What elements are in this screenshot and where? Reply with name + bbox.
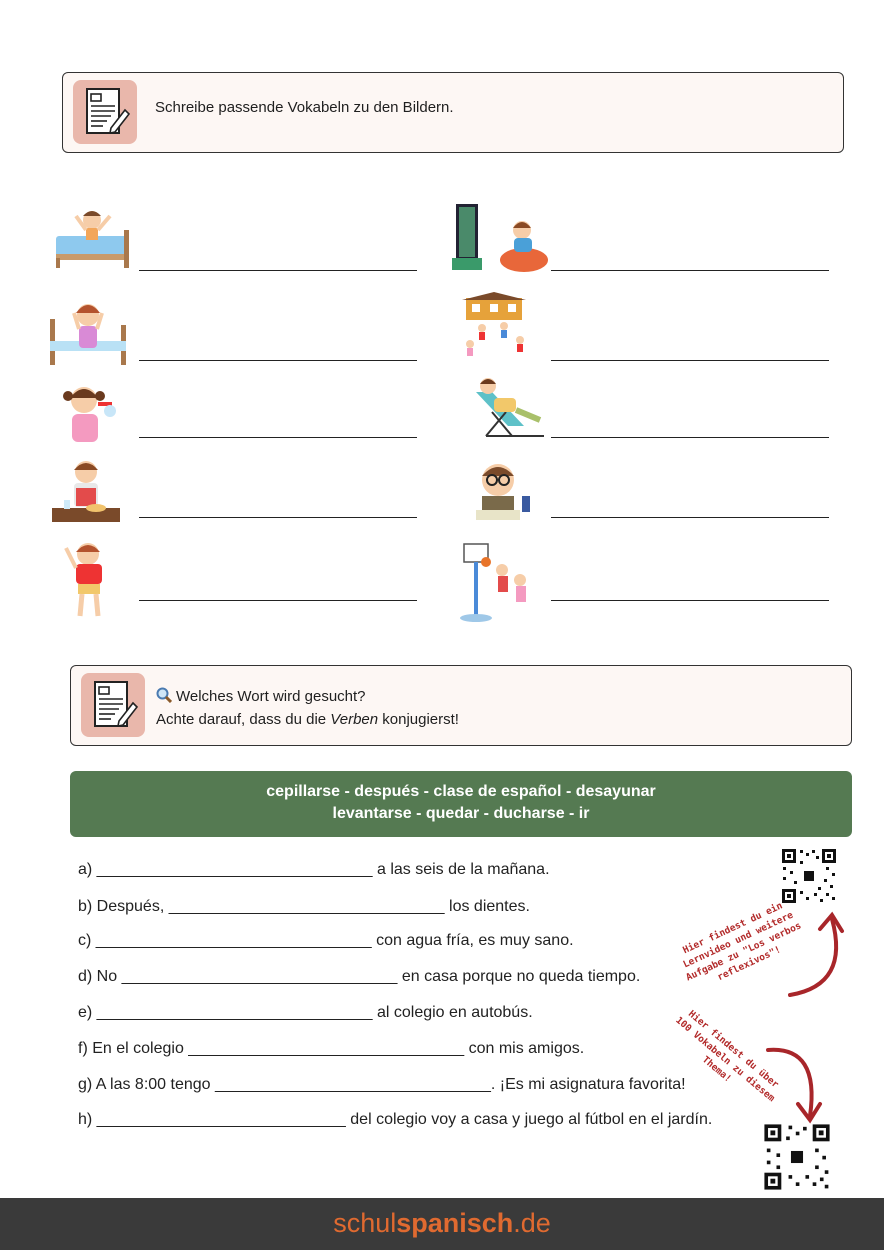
sentence-f (78, 1040, 584, 1058)
word-bank-line-1: cepillarse - después - clase de español - desayunar (266, 783, 656, 800)
task-box-1 (62, 72, 844, 153)
word-bank-line-2: levantarse - quedar - ducharse - ir (332, 805, 590, 822)
answer-line-2[interactable] (139, 360, 417, 361)
footer-brand[interactable] (0, 1198, 884, 1250)
blank-e[interactable]: _______________________________ (96, 1004, 373, 1021)
sentence-a (78, 861, 550, 879)
answer-line-6[interactable] (551, 270, 829, 271)
answer-line-10[interactable] (551, 600, 829, 601)
answer-line-5[interactable] (139, 600, 417, 601)
sentence-e-start: e) (78, 1004, 97, 1021)
sentence-c (78, 932, 574, 950)
note-video: Hier findest du ein Lernvideo und weitere Aufgabe zu "Los verbos reflexivos"! (681, 900, 804, 984)
sentence-f-start: f) En el colegio (78, 1040, 189, 1057)
qr-code-vocab-icon[interactable] (762, 1122, 832, 1192)
task-2-hint-start: Achte darauf, dass du die (156, 711, 331, 728)
footer-brand-part3: .de (513, 1208, 551, 1238)
picture-homework-icon (462, 456, 542, 526)
answer-line-7[interactable] (551, 360, 829, 361)
sentence-g-start: g) A las 8:00 tengo (78, 1076, 215, 1093)
sentence-h (78, 1111, 712, 1129)
blank-d[interactable]: _______________________________ (121, 968, 398, 985)
word-bank (70, 771, 852, 837)
sentence-h-end: del colegio voy a casa y juego al fútbol en el jardín. (345, 1111, 713, 1128)
answer-line-9[interactable] (551, 517, 829, 518)
task-2-hint-verben: Verben (330, 711, 379, 728)
answer-line-3[interactable] (139, 437, 417, 438)
picture-relaxing-icon (472, 372, 552, 442)
note-vocab: Hier findest du über 100 Vokabeln zu diesem Thema! (673, 1008, 781, 1105)
sentence-d-start: d) No (78, 968, 122, 985)
sentence-h-start: h) (78, 1111, 97, 1128)
task-1-instruction: Schreibe passende Vokabeln zu den Bildern. (155, 99, 454, 116)
picture-brushing-teeth-icon (50, 378, 130, 448)
blank-g[interactable]: _______________________________ (215, 1076, 491, 1093)
sentence-a-start: a) (78, 861, 97, 878)
sentence-f-end: con mis amigos. (464, 1040, 585, 1057)
arrow-down-icon (760, 1040, 840, 1130)
picture-breakfast-icon (50, 456, 130, 526)
blank-h[interactable]: ____________________________ (96, 1111, 346, 1128)
blank-b[interactable]: _______________________________ (168, 898, 445, 915)
sentence-e (78, 1004, 533, 1022)
picture-basketball-icon (456, 540, 536, 610)
blank-c[interactable]: _______________________________ (95, 932, 372, 949)
sentence-b-end: los dientes. (444, 898, 530, 915)
answer-line-1[interactable] (139, 270, 417, 271)
sentence-d-end: en casa porque no queda tiempo. (397, 968, 641, 985)
answer-line-8[interactable] (551, 437, 829, 438)
worksheet-pencil-icon (81, 673, 145, 737)
picture-stretching-icon (48, 295, 128, 365)
task-2-hint-end: konjugierst! (378, 711, 459, 728)
answer-line-4[interactable] (139, 517, 417, 518)
blank-a[interactable]: _______________________________ (96, 861, 373, 878)
arrow-up-icon (780, 905, 860, 1005)
sentence-g (78, 1076, 686, 1094)
sentence-d (78, 968, 640, 986)
sentence-g-end: . ¡Es mi asignatura favorita! (490, 1076, 686, 1093)
sentence-b-start: b) Después, (78, 898, 169, 915)
picture-tv-beanbag-icon (450, 202, 550, 272)
worksheet-pencil-icon (73, 80, 137, 144)
picture-school-icon (458, 292, 538, 362)
picture-dressing-icon (56, 538, 136, 608)
sentence-c-end: con agua fría, es muy sano. (371, 932, 574, 949)
sentence-b (78, 898, 530, 916)
footer-brand-part2: spanisch (396, 1208, 514, 1238)
magnifier-icon (156, 687, 172, 709)
sentence-a-end: a las seis de la mañana. (372, 861, 550, 878)
sentence-c-start: c) (78, 932, 96, 949)
task-2-question: Welches Wort wird gesucht? (176, 688, 366, 705)
footer-brand-part1: schul (333, 1208, 397, 1238)
picture-waking-up-icon (52, 202, 132, 272)
task-box-2 (70, 665, 852, 746)
sentence-e-end: al colegio en autobús. (372, 1004, 533, 1021)
task-2-instruction (156, 686, 459, 730)
blank-f[interactable]: _______________________________ (188, 1040, 465, 1057)
